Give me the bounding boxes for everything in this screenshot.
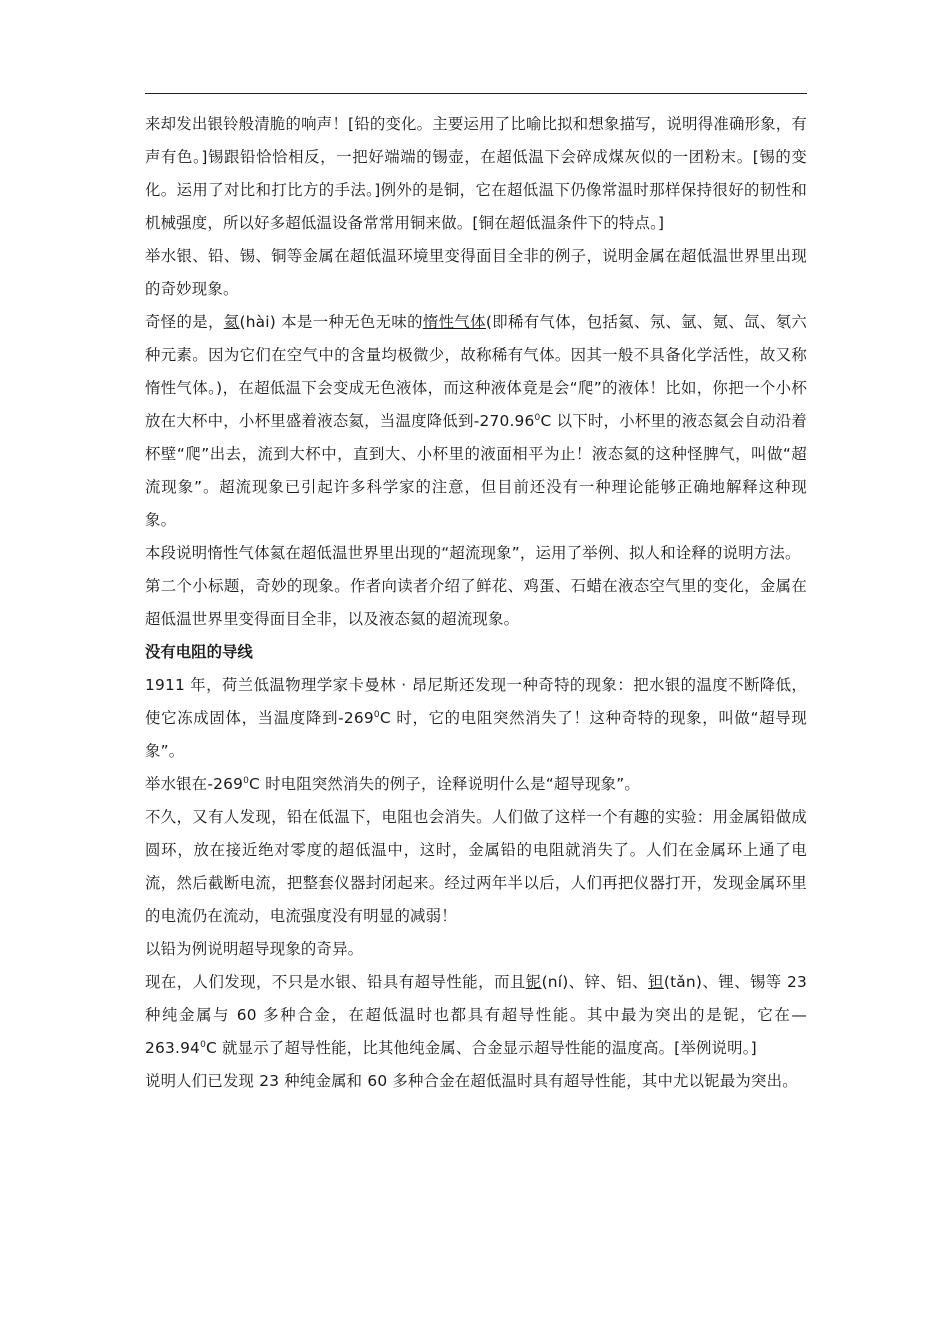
text-segment: 没有电阻的导线 — [145, 643, 253, 661]
text-segment: 奇怪的是， — [145, 313, 224, 331]
underlined-term: 钽 — [647, 973, 664, 991]
paragraph — [145, 240, 807, 306]
text-segment: 举水银、铅、锡、铜等金属在超低温环境里变得面目全非的例子，说明金属在超低温世界里出现的奇妙现象。 — [145, 247, 807, 298]
underlined-term: 铌 — [525, 973, 542, 991]
degree-superscript: 0 — [373, 710, 380, 720]
header-rule — [145, 93, 807, 94]
document-page — [145, 93, 807, 1098]
text-segment: C 时电阻突然消失的例子，诠释说明什么是“超导现象”。 — [249, 775, 641, 793]
text-segment: (即稀有气体，包括氦、氖、氩、氪、氙、氡六种元素。因为它们在空气中的含量均极微少，故称稀有气体。因其一般不具备化学活性，故又称惰性气体。)，在超低温下会变成无色液体，而这种液体竟是会“爬”的液体！比如，你把一个小杯放在大杯中，小杯里盛着液态氦，当温度降低到-270.96 — [145, 313, 807, 430]
degree-superscript: 0 — [243, 776, 250, 786]
text-segment: 不久，又有人发现，铅在低温下，电阻也会消失。人们做了这样一个有趣的实验：用金属铅做成圆环，放在接近绝对零度的超低温中，这时，金属铅的电阻就消失了。人们在金属环上通了电流，然后截断电流，把整套仪器封闭起来。经过两年半以后，人们再把仪器打开，发现金属环里的电流仍在流动，电流强度没有明显的减弱！ — [145, 808, 807, 925]
paragraph — [145, 570, 807, 636]
paragraph — [145, 306, 807, 537]
text-segment: (ní)、锌、铝、 — [541, 973, 648, 991]
text-segment: 说明人们已发现 23 种纯金属和 60 多种合金在超低温时具有超导性能，其中尤以铌最为突出。 — [145, 1072, 798, 1090]
text-segment: 本段说明惰性气体氦在超低温世界里出现的“超流现象”，运用了举例、拟人和诠释的说明方法。 — [145, 544, 801, 562]
text-segment: C 时，它的电阻突然消失了！这种奇特的现象，叫做“超导现象”。 — [145, 709, 807, 760]
paragraph — [145, 669, 807, 768]
text-segment: 以铅为例说明超导现象的奇异。 — [145, 940, 364, 958]
degree-superscript: 0 — [534, 413, 541, 423]
paragraph — [145, 108, 807, 240]
text-segment: 现在，人们发现，不只是水银、铅具有超导性能，而且 — [145, 973, 526, 991]
paragraph — [145, 768, 807, 801]
paragraph — [145, 933, 807, 966]
text-segment: 第二个小标题，奇妙的现象。作者向读者介绍了鲜花、鸡蛋、石蜡在液态空气里的变化，金属在超低温世界里变得面目全非，以及液态氦的超流现象。 — [145, 577, 807, 628]
paragraph — [145, 537, 807, 570]
text-segment: 来却发出银铃般清脆的响声！[铅的变化。主要运用了比喻比拟和想象描写，说明得准确形象，有声有色。]锡跟铅恰恰相反，一把好端端的锡壶，在超低温下会碎成煤灰似的一团粉末。[锡的变化。运用了对比和打比方的手法。]例外的是铜，它在超低温下仍像常温时那样保持很好的韧性和机械强度，所以好多超低温设备常常用铜来做。[铜在超低温条件下的特点。] — [145, 115, 807, 232]
degree-superscript: 0 — [200, 1040, 206, 1050]
text-segment: C 以下时，小杯里的液态氦会自动沿着杯壁“爬”出去，流到大杯中，直到大、小杯里的液面相平为止！液态氦的这种怪脾气，叫做“超流现象”。超流现象已引起许多科学家的注意，但目前还没有一种理论能够正确地解释这种现象。 — [145, 412, 807, 529]
text-segment: 举水银在-269 — [145, 775, 244, 793]
paragraph — [145, 966, 807, 1065]
underlined-term: 惰性气体 — [422, 313, 486, 331]
underlined-term: 氦 — [223, 313, 240, 331]
text-segment: C 就显示了超导性能，比其他纯金属、合金显示超导性能的温度高。[举例说明。] — [206, 1039, 757, 1057]
paragraph — [145, 1065, 807, 1098]
paragraph — [145, 801, 807, 933]
section-heading — [145, 636, 807, 669]
text-segment: (hài) 本是一种无色无味的 — [239, 313, 423, 331]
document-body — [145, 108, 807, 1098]
text-segment: 1911 年，荷兰低温物理学家卡曼林 · 昂尼斯还发现一种奇特的现象：把水银的温度不断降低，使它冻成固体，当温度降到-269 — [145, 676, 807, 727]
text-segment: (tǎn)、锂、锡等 23 种纯金属与 60 多种合金，在超低温时也都具有超导性能。其中最为突出的是铌，它在—263.94 — [145, 973, 808, 1057]
